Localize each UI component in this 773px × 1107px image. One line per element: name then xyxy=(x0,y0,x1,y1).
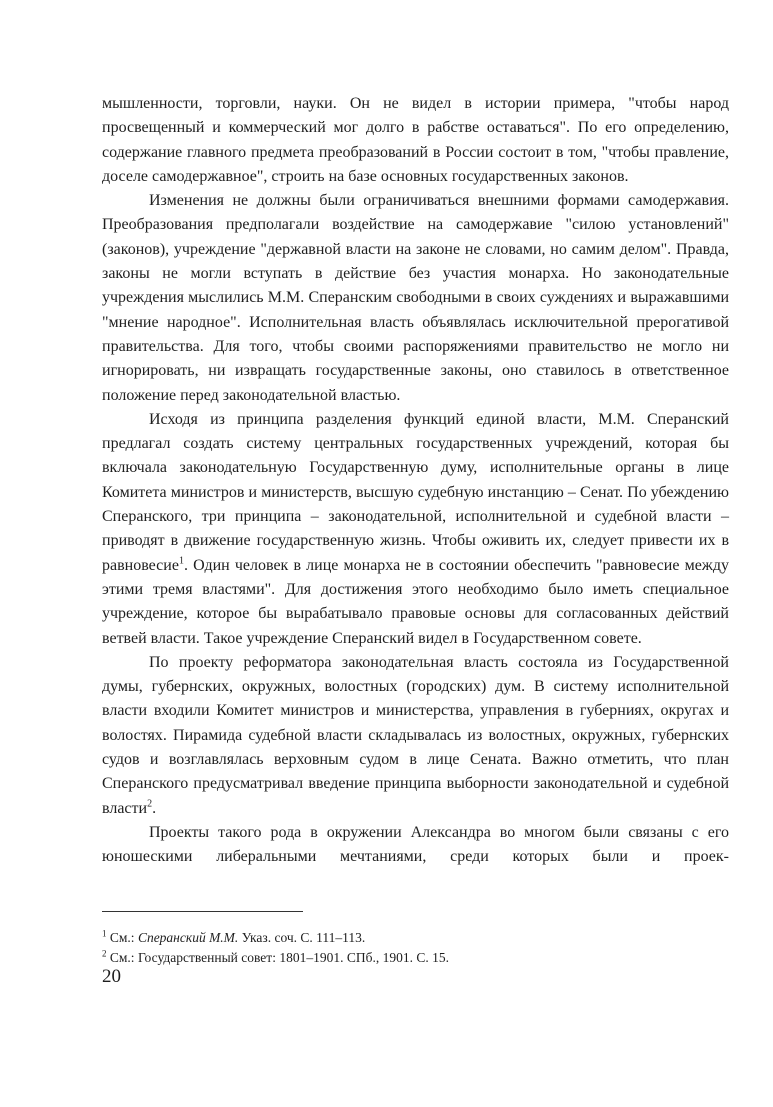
footnote-1-rest: Указ. соч. С. 111–113. xyxy=(238,930,366,945)
footnote-1-number: 1 xyxy=(102,928,107,939)
page-number: 20 xyxy=(102,966,121,987)
footnote-ref-1: 1 xyxy=(178,555,184,567)
footnote-1 xyxy=(102,928,729,948)
paragraph-4-text-before: По проекту реформатора законодательная власть состояла из Государственной думы, губернских, окружных, волостных (городских) дум. В систему исполнительной власти входили Комитет министров и министерства, управления в губерниях, округах и волостях. Пирамида судебной власти складывалась из волостных, окружных, губернских судов и возглавлялась верховным судом в лице Сената. Важно отметить, что план Сперанского предусматривал введение принципа выборности законодательной и судебной власти xyxy=(102,653,729,817)
footnote-2-prefix: См.: xyxy=(106,950,138,965)
footnote-2-number: 2 xyxy=(102,948,107,959)
paragraph-3-text-after: . Один человек в лице монарха не в состоянии обеспечить "равновесие между этими тремя властями". Для достижения этого необходимо было иметь специальное учреждение, которое бы вырабатывало правовые основы для согласованных действий ветвей власти. Такое учреждение Сперанский видел в Государственном совете. xyxy=(102,556,729,647)
main-text xyxy=(102,92,729,870)
paragraph-3-text-before: Исходя из принципа разделения функций единой власти, М.М. Сперанский предлагал создать систему центральных государственных учреждений, которая бы включала законодательную Государственную думу, исполнительные органы в лице Комитета министров и министерств, высшую судебную инстанцию – Сенат. По убеждению Сперанского, три принципа – законодательной, исполнительной и судебной власти – приводят в движение государственную жизнь. Чтобы оживить их, следует привести их в равновесие xyxy=(102,410,729,574)
paragraph-4-text-after: . xyxy=(152,799,157,817)
footnote-1-author: Сперанский М.М. xyxy=(137,930,239,945)
footnotes xyxy=(102,928,729,968)
paragraph-4 xyxy=(102,651,729,821)
paragraph-1: мышленности, торговли, науки. Он не видел в истории примера, "чтобы народ просвещенный и коммерческий мог долго в рабстве оставаться". По его определению, содержание главного предмета преобразований в России состоит в том, "чтобы правление, доселе самодержавное", строить на базе основных государственных законов. xyxy=(102,95,729,185)
footnote-ref-2: 2 xyxy=(147,798,153,810)
footnote-2-rest: Государственный совет: 1801–1901. СПб., 1901. С. 15. xyxy=(137,950,449,965)
footnote-separator xyxy=(102,911,303,912)
paragraph-5: Проекты такого рода в окружении Александра во многом были связаны с его юношескими либеральными мечтаниями, среди которых были и проек- xyxy=(102,823,729,866)
footnote-1-prefix: См.: xyxy=(106,930,138,945)
paragraph-3 xyxy=(102,408,729,651)
paragraph-2: Изменения не должны были ограничиваться внешними формами самодержавия. Преобразования предполагали воздействие на самодержавие "силою установлений" (законов), учреждение "державной власти на законе не словами, но самим делом". Правда, законы не могли вступать в действие без участия монарха. Но законодательные учреждения мыслились М.М. Сперанским свободными в своих суждениях и выражавшими "мнение народное". Исполнительная власть объявлялась исключительной прерогативой правительства. Для того, чтобы своими распоряжениями правительство не могло ни игнорировать, ни извращать государственные законы, оно ставилось в ответственное положение перед законодательной властью. xyxy=(102,192,729,404)
footnote-2 xyxy=(102,948,729,968)
